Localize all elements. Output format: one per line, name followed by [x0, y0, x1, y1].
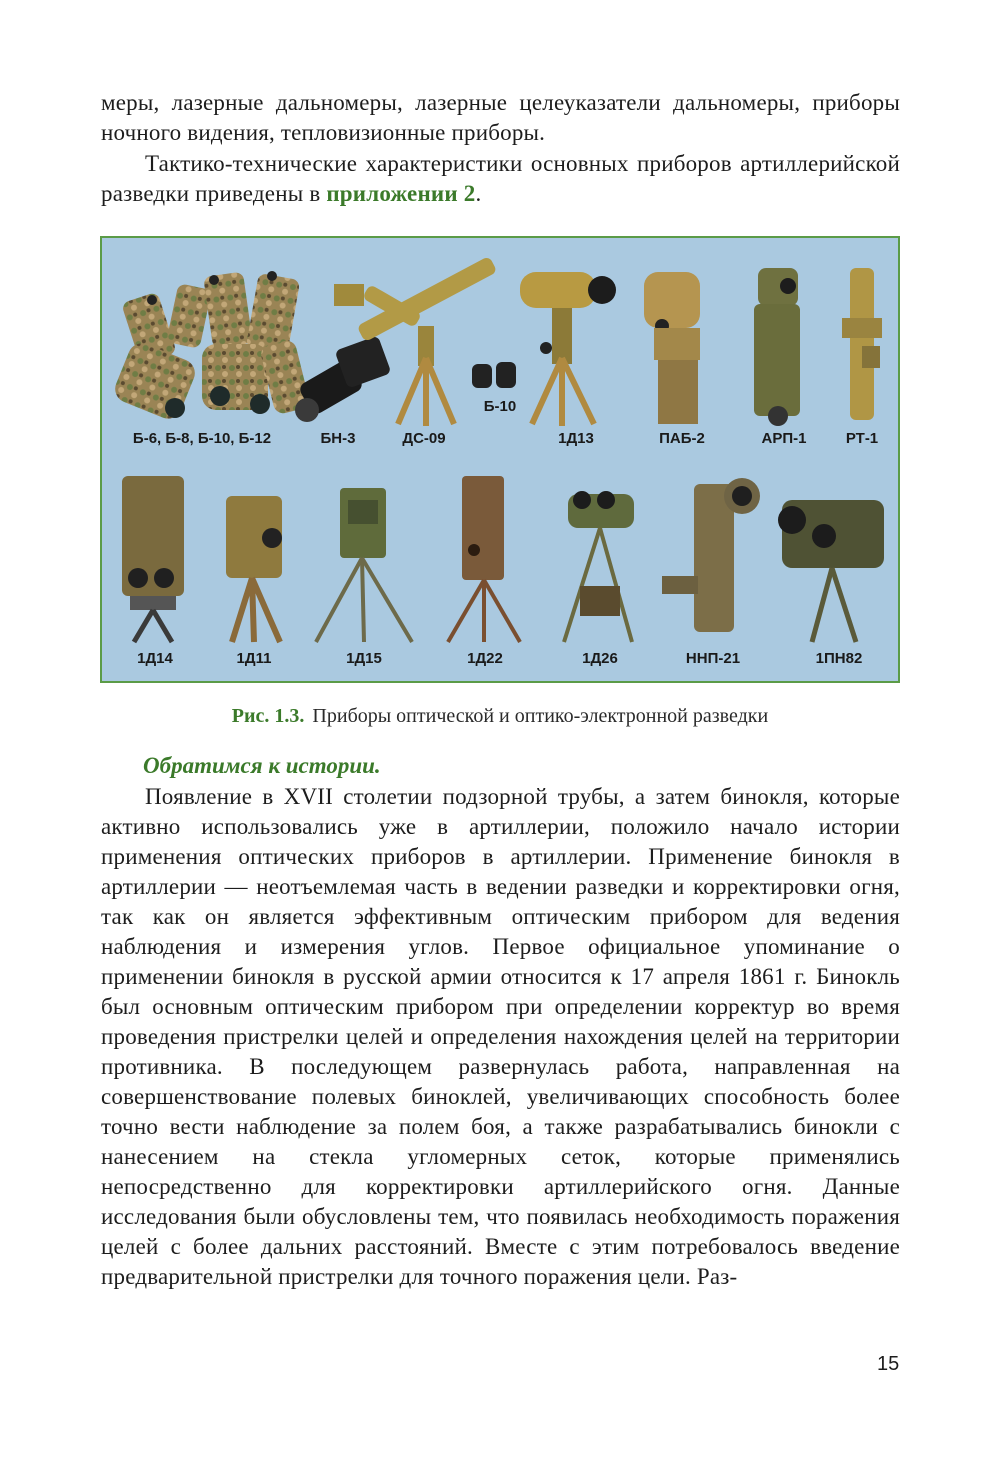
- label-1d11: 1Д11: [236, 650, 272, 667]
- pab2-device: [644, 272, 700, 424]
- label-b10: Б-10: [483, 398, 517, 415]
- label-nnp21: ННП-21: [685, 650, 741, 667]
- label-1d22: 1Д22: [467, 650, 503, 667]
- 1pn82-device: [778, 500, 884, 642]
- 1d11-device: [226, 496, 282, 642]
- label-rt1: РТ-1: [845, 430, 879, 447]
- label-arp1: АРП-1: [761, 430, 807, 447]
- label-1d26: 1Д26: [582, 650, 618, 667]
- label-1d15: 1Д15: [346, 650, 382, 667]
- label-ds09: ДС-09: [402, 430, 446, 447]
- bn3-device: [295, 335, 391, 422]
- 1d22-device: [448, 476, 520, 642]
- 1d14-device: [122, 476, 184, 642]
- paragraph-intro: меры, лазерные дальномеры, лазерные целеуказатели дальномеры, приборы ночного видения, тепловизионные приборы.: [101, 90, 900, 145]
- 1d13-device: [520, 272, 616, 426]
- appendix-text-before: Тактико-технические характеристики основных приборов артиллерийской разведки приведены в: [101, 151, 900, 206]
- figure-caption-label: Рис. 1.3.: [231, 705, 305, 727]
- figure-caption: [0, 702, 1000, 730]
- label-1pn82: 1ПН82: [815, 650, 863, 667]
- nnp21-device: [662, 478, 760, 632]
- 1d26-device: [564, 491, 634, 642]
- paragraph-history: Появление в XVII столетии подзорной трубы, а затем бинокля, которые активно использовались уже в артиллерии, положило начало истории применения оптических приборов в артиллерии. Применение бинокля в артиллерии — неотъемлемая часть в ведении разведки и корректировки огня, так как он является эффективным оптическим прибором для ведения наблюдения и измерения углов. Первое официальное упоминание о применении бинокля в русской армии относится к 17 апреля 1861 г. Бинокль был основным оптическим прибором при определении корректур во время проведения пристрелки целей и определения нахождения целей на территории противника. В последующем развернулась работа, направленная на совершенствование полевых биноклей, увеличивающих способность более точно вести наблюдение за полем боя, а также разрабатывались бинокли с нанесением на стекла угломерных сеток, которые применялись непосредственно для корректировки артиллерийского огня. Данные исследования были обусловлены тем, что появилась необходимость поражения целей с более дальних расстояний. Вместе с этим потребовалось введение предварительной пристрелки для точного поражения цели. Раз-: [101, 784, 900, 1289]
- binoculars-group: [111, 271, 311, 423]
- label-bn3: БН-3: [320, 430, 356, 447]
- appendix-link[interactable]: приложении 2: [326, 181, 476, 206]
- devices-illustration: [102, 238, 898, 681]
- section-heading: Обратимся к истории.: [143, 753, 381, 778]
- ds09-device: [334, 256, 497, 426]
- 1d15-device: [316, 488, 412, 642]
- page-number: 15: [877, 1353, 900, 1375]
- label-binoculars: Б-6, Б-8, Б-10, Б-12: [132, 430, 272, 447]
- label-1d13: 1Д13: [558, 430, 594, 447]
- appendix-text-after: .: [475, 181, 482, 206]
- label-pab2: ПАБ-2: [659, 430, 705, 447]
- figure-devices-photo: [100, 236, 900, 683]
- paragraph-appendix-reference: [101, 149, 900, 209]
- arp1-device: [754, 268, 800, 426]
- figure-caption-text: Приборы оптической и оптико-электронной разведки: [312, 705, 769, 727]
- rt1-device: [842, 268, 882, 420]
- b10-device: [472, 362, 516, 388]
- label-1d14: 1Д14: [137, 650, 173, 667]
